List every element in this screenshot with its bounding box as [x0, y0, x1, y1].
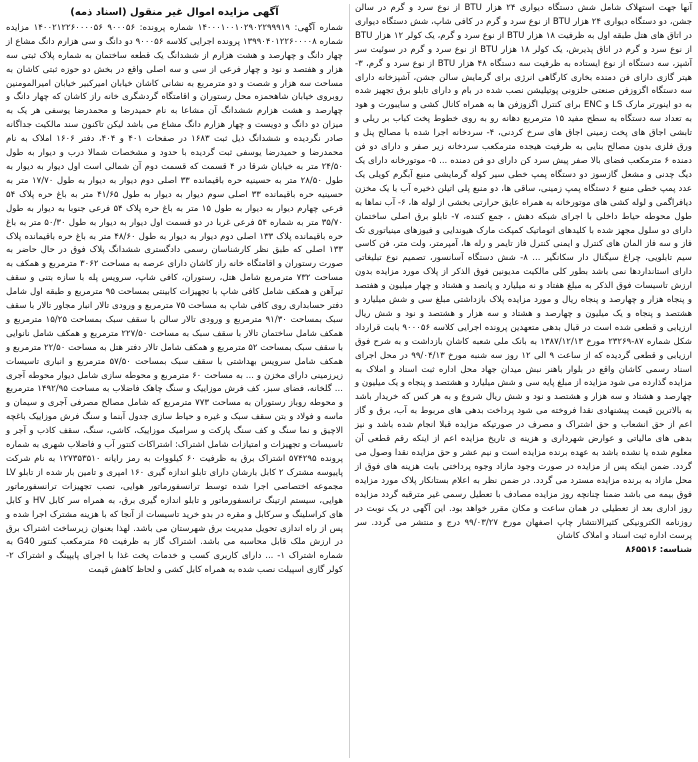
notice-id-label: شناسه: [659, 545, 692, 556]
notice-id-value: ۸۶۵۵۱۶ [625, 545, 657, 556]
column-divider [349, 4, 350, 758]
notice-title: آگهی مزایده اموال غیر منقول (اسناد ذمه) [70, 7, 279, 18]
right-column [349, 0, 698, 762]
right-column-body: آنها جهت استهلاک شامل شش دستگاه دیواری ۲۴ هزار BTU از نوع سرد و گرم در سالن جشن، دو دستگاه دیواری ۲۴ هزار BTU از نوع سرد و گرم در کافی شاپ، شش دستگاه دیواری در اتاق های هتل طبقه اول به ظرفیت ۱۸ هزار BTU از نوع سرد و گرم، یک کولر ۱۲ هزار BTU از نوع سرد و گرم در اتاق پذیرش، یک کولر ۱۸ هزار BTU از نوع سرد و گرم در سوئیت سر آشپز، سه دستگاه از نوع ایستاده به ظرفیت سه دستگاه ۴۸ هزار BTU از نوع سرد و گرم، ۳- هیتر گازی دارای فن دمنده بخاری کارگاهی انرژی برای گرمایش سالن جشن، آشپزخانه دارای سه دستگاه اگزوزفن صنعتی حلزونی پوتیلیشن نصب شده در بام و دارای تابلو برق تجهیز شده به دو اینورتر مارک LS و ENC برای کنترل اگزوزفن ها به همراه کانال کشی و سایبورت و هود به تعداد سه دستگاه به سطح مفید ۱۵ مترمربع دهانه رو به روی خطوط پخت کباب بر ریلی و تابشی اجاق های پخت زمینی اجاق های سرخ کردنی، ۴- سردخانه اجرا شده با مصالح پنل و ورق فلزی بدون مصالح بنایی به ظرفیت هیجده مترمکعب سردخانه زیر صفر و دارای دو فن دمنده ۶ مترمکعب فضای بالا صفر پیش سرد کن دارای دو فن دمنده ... ۵- موتورخانه دارای یک دیگ چدنی و مشعل گازسوز دو دستگاه پمپ خطی سیر کوله گرمایشی منبع آبگرم کویلی یک عدد پمپ خطی منبع ۶ دستگاه پمپ زمینی، ساقی ها، دو منبع پلی اتیلن ذخیره آب با یک مخزن دیافراگمی و لوله کشی های موتورخانه به همراه عایق حرارتی بخشی از لوله ها، ۶- آب نماها به طول محوطه حیاط داخلی با اجرای شبکه دهش ، جمع کننده، ۷- تابلو برق اصلی ساختمان دارای دو سلول مجهز شده با کلیدهای اتوماتیک کمپکت مارک هیوندایی و فیوزهای مینیاتوری تک فاز و سه فاز المان های کنترل و ایمنی کنترل فاز تایمر و رله ها، آمپرمتر، ولت متر، فن کاسی سیم تابلویی، چراغ سیگنال دار سکانگیر ... ۸- شش دستگاه آسانسور، تصمیم نوع تبلیغاتی دارای استانداردها نمی باشد بطور کلی مالکیت مدیونین فوق الذکر از پلاک مورد مزایده بدون ارزش تاسیسات فوق الذکر به مبلغ هفتاد و نه میلیارد و پانصد و هشتاد و چهار میلیون و هفتصد و پنجاه هزار و چهارصد و پنجاه ریال و مورد مزایده پلاک بازداشتی مبلغ سی و شش میلیارد و هشتصد و پنجاه و یک میلیون و چهارصد و هشتاد و سه هزار و هشتصد و نود و شش ریال ارزیابی و قطعی شده است در قبال بدهی متعهدین پرونده اجرایی کلاسه ۹۰۰۰۵۶ بابت قرارداد شکل شماره ۸۷-۲۳۲۶۹ مورخ ۱۳۸۷/۱۲/۱۳ به بانک ملی شعبه کاشان بازداشت و به شرح فوق ارزیابی و قطعی گردیده که از ساعت ۹ الی ۱۲ روز سه شنبه مورخ ۹۹/۰۴/۱۳ در محل اجرای اسناد رسمی کاشان واقع در بلوار باهنر نبش میدان جهاد محل اداره ثبت اسناد و املاک به مزایده گذارده می شود مزایده از مبلغ پایه سی و شش میلیارد و هشتصد و پنجاه و یک میلیون و چهارصد و هشتاد و سه هزار و هشتصد و نود و شش ریال شروع و به هر کس که خریدار باشد به بالاترین قیمت پیشنهادی نقدا فروخته می شود پرداخت بدهی های مربوط به آب، برق و گاز اعم از حق انشعاب و حق اشتراک و مصرف در صورتیکه مزایده قبلا انجام شده باشد و نیز بدهی های مالیاتی و عوارض شهرداری و هزینه ی تاریخ مزایده اعم از اینکه رقم قطعی آن معلوم شده یا نشده باشد به عهده برنده مزایده است و نیم عشر و حق مزایده نقدا وصول می گردد. ضمن اینکه پس از مزایده در صورت وجود مازاد وجوه پرداختی بابت هزینه های فوق از محل مازاد به برنده مزایده مسترد می گردد. در ضمن نظر به اعلام بستانکار پلاک مورد مزایده فوق بیمه می باشد ضمنا چنانچه روز مزایده مصادف با تعطیل رسمی غیر مترقبه گردد مزایده روز اداری بعد از تعطیلی در همان ساعت و مکان مقرر خواهد بود. این آگهی در یک نوبت در روزنامه الکترونیکی کثیرالانتشار چاپ اصفهان مورخ ۹۹/۰۳/۲۷ درج و منتشر می گردد. سر پرست اداره ثبت اسناد و املاک کاشان [355, 3, 693, 542]
left-column-body: شماره آگهی: ۱۴۰۰۰۱۰۰۱۰۲۹۰۲۲۹۹۹۱۹ شماره پرونده: ۹۰۰۰۵۶ ۱۴۰۰۲۱۲۲۶۰۰۰۰۵۶ مزایده شماره ۱۳۹۹۰۴۰۱۲۲۶۰۰۰۰۸ پرونده اجرایی کلاسه ۹۰۰۰۵۶ دو دانگ و سی هزارم دانگ مشاع از چهار دانگ و چهارصد و هشت هزارم از ششدانگ یک قطعه ساختمان به شماره پلاک ثبتی سه هزار و هفتصد و نود و چهار فرعی از سی و سه اصلی واقع در بخش دو حوزه ثبتی کاشان به مساحت سه هزار و شصت و دو مترمربع به نشانی کاشان خیابان امیرکبیر خیابان امیرالمومنین روبروی خیابان شاهحمزه محل رستوران و اقامتگاه گردشگری خانه راز کاشان که چهار دانگ و چهارصد و هشت هزارم ششدانگ آن مشاعا به نام حمیدرضا و محمدرضا یوسفی هر یک به میزان دو دانگ و دویست و چهار هزارم دانگ مشاع می باشد لیکن تاکنون سند مالکیت جداگانه صادر نگردیده و ششدانگ ذیل ثبت ۱۶۸۳ در صفحات ۴۰۱ و ۴۰۴، دفتر ۱۶۰۶ املاک به نام محمدرضا و حمیدرضا یوسفی ثبت گردیده با حدود و مشخصات شمالا درب و دیوار به طول ۲۴/۵۰ متر به خیابان شرقا در ۴ قسمت که قسمت دوم آن شمالی است اول دیوار به دیوار به طول ۲۸/۵۰ متر به حسینیه حره باقیمانده ۳۳ اصلی دوم دیوار به دیوار به طول ۱۷/۷۰ متر به حسینیه حره باقیمانده ۳۳ اصلی سوم دیوار به دیوار به طول ۴۱/۶۵ متر به باغ حره پلاک ۵۴ فرعی چهارم دیوار به دیوار به طول ۱۵ متر به باغ حره پلاک ۵۴ فرعی جنوبا به دیوار به طول ۳۵/۷۰ متر به شماره ۵۴ فرعی غربا در دو قسمت اول دیوار به دیوار به طول ۵۰/۳۰ متر به باغ حره باقیمانده پلاک ۱۳۳ اصلی دوم دیوار به دیوار به طول ۴۸/۶۰ متر به باغ حره باقیمانده پلاک ۱۳۳ اصلی که طبق نظر کارشناسان رسمی دادگستری ششدانگ پلاک فوق در حال حاضر به صورت رستوران و اقامتگاه خانه راز کاشان دارای عرصه به مساحت ۳۰۶۲ مترمربع و همکف به مساحت ۷۳۲ مترمربع شامل هتل، رستوران، کافی شاپ، سرویس پله با سازه بتنی و سقف تیرآهن و همکف شامل کافی شاپ با تجهیزات کابینتی بمساحت ۹۵ مترمربع و طبقه اول شامل دفتر حسابداری روی کافی شاپ به مساحت ۷۵ مترمربع و ورودی تالار انبار مجاور تالار با سقف سبک بمساحت ۹۱/۳۰ مترمربع و ورودی تالار سالن با سقف سبک بمساحت ۱۵/۲۵ مترمربع و همکف شامل ساختمان تالار با سقف سبک به مساحت ۲۲۷/۵۰ مترمربع و همکف شامل نانوایی با سقف سبک بمساحت ۵۲ مترمربع و همکف شامل تالار دفتر هتل به مساحت ۲۲/۵۰ مترمربع و همکف شامل سرویس بهداشتی با سقف سبک بمساحت ۵۷/۵۰ مترمربع و انباری تاسیسات زیرزمینی دارای مخزن و ... به مساحت ۶۰ مترمربع و محوطه سازی شامل دیوار محوطه آجری ... گلخانه، فضای سبز، کف فرش موزاییک و سنگ چاهک فاضلاب به مساحت ۱۴۹۲/۹۵ مترمربع و محوطه روباز رستوران به مساحت ۷۷۳ مترمربع که شامل مصالح مصرفی آجری و سیمان و ماسه و فولاد و بتن سقف سبک و غیره و حیاط سازی جدول آبنما و سنگ فرش موزاییک باغچه الاچیق و نما سنگ و کف سنگ پارکت و سرامیک موزاییک، کاشی، سنگ، سقف کاذب و آجر و تاسیسات و تجهیزات و امتیازات شامل اشتراک: اشتراکات کنتور آب و فاضلاب شهری به شماره پرونده ۵۷۴۲۹۵ اشتراک برق به ظرفیت ۶۰ کیلووات به رمز رایانه ۱۲۷۳۵۳۵۱۰ به نام شرکت پاییوسه مشترک ۲ کابل بارشان دارای تابلو اندازه گیری ۱۶۰ امپری و تامین بار شده از تابلو LV مجموعه اختصاصی اجرا شده توسط ترانسفورماتور هوایی، نصب تجهیزات ترانسفورماتور هوایی، سیستم ارتینگ ترانسفورماتور و تابلو اندازه گیری برق، به همراه سر کابل HV و کابل های کراسلینگ و سرکابل و مقره در بدو خرید تاسیسات از آنجا که با هزینه مشترک اجرا شده و پس از راه اندازی تحویل مدیریت برق شهرستان می باشد. لهذا بعنوان زیرساخت اشتراک برق در ارزش ملک قابل محاسبه می باشد. اشتراک گاز به ظرفیت ۶۵ مترمکعب کنتور G40 به شماره اشتراک ۱- ... دارای کاربری کسب و خدمات پخت غذا با اجرای پایپینگ و اشتراک ۲- کولر گازی اسپیلت نصب شده به همراه کابل کشی و لحاظ کاهش قیمت [6, 22, 344, 576]
